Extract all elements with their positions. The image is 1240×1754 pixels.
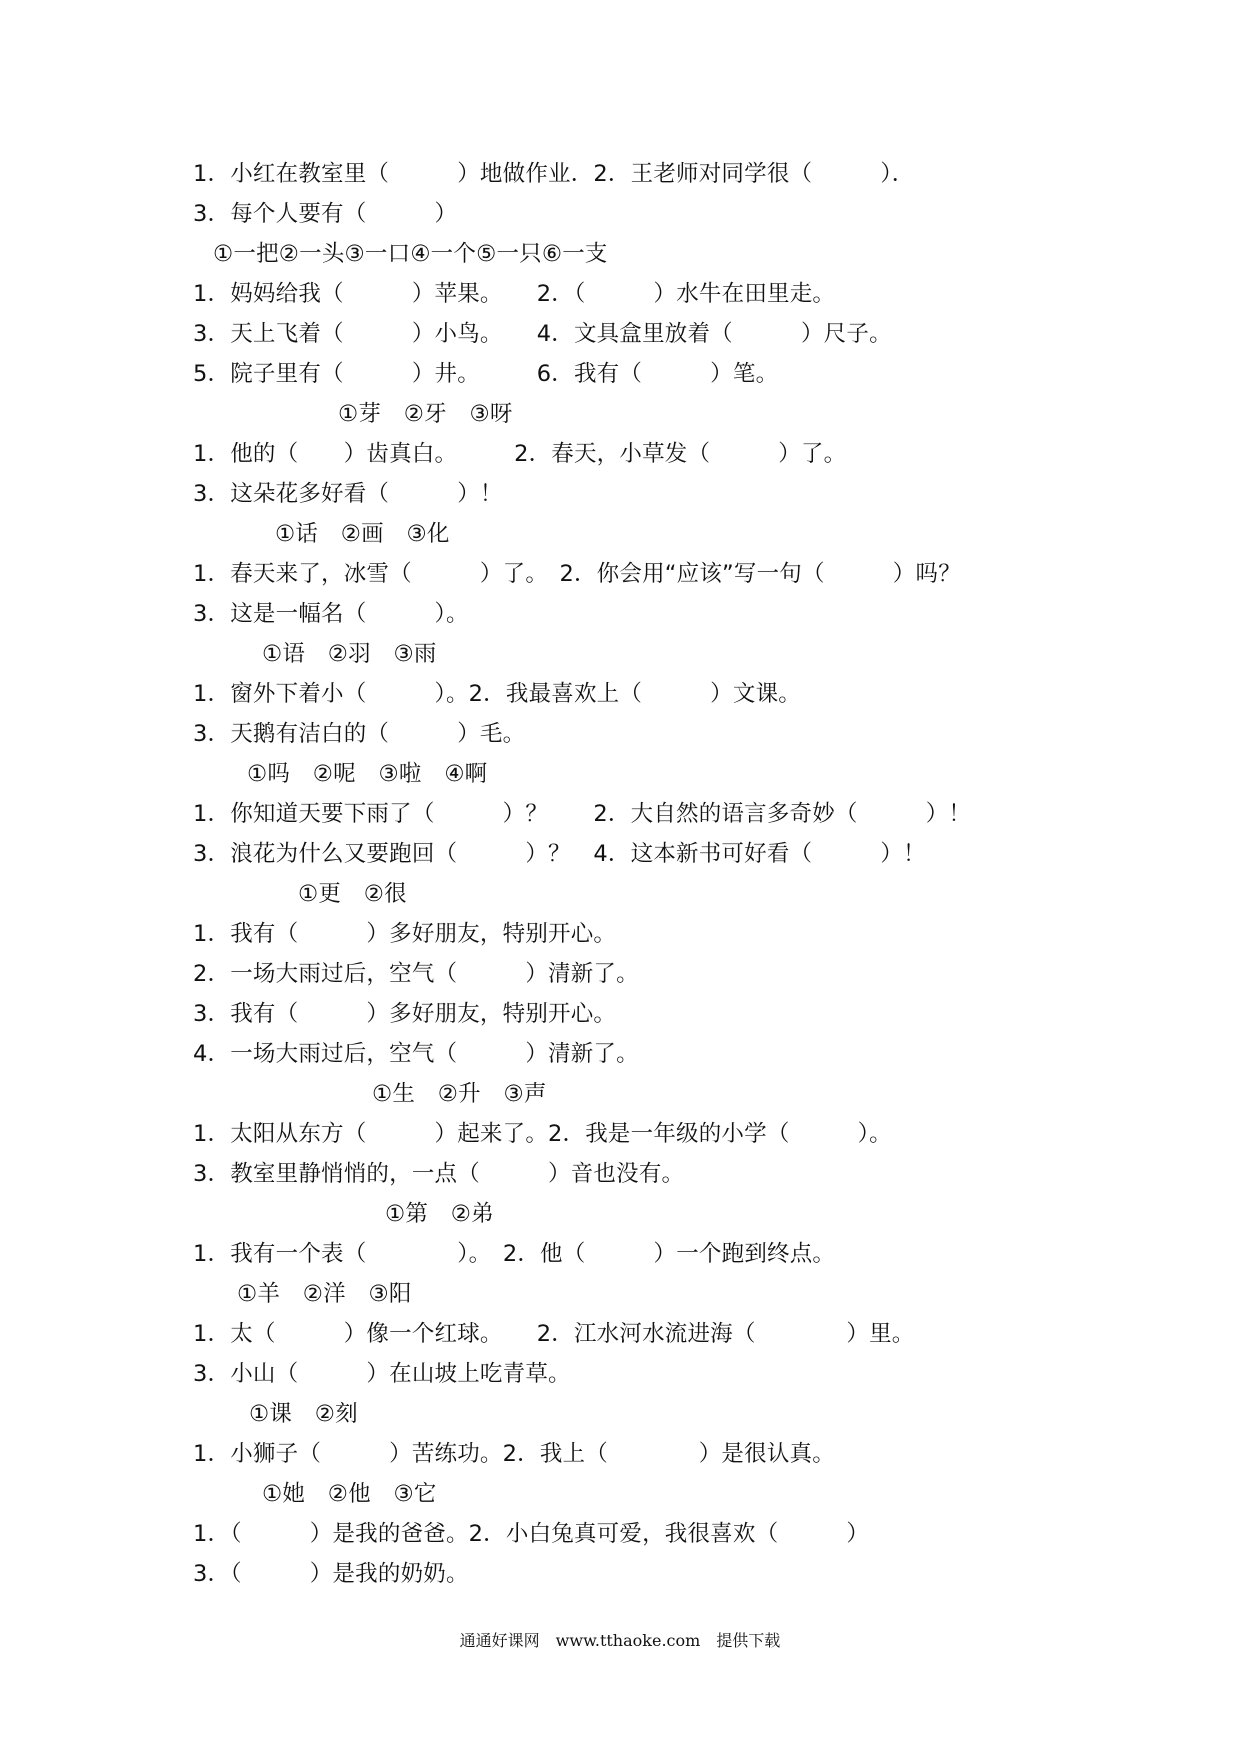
options-line: ①芽 ②牙 ③呀: [338, 401, 513, 427]
options-line: ①吗 ②呢 ③啦 ④啊: [247, 761, 488, 787]
options-line: ①语 ②羽 ③雨: [262, 641, 437, 667]
options-line: ①她 ②他 ③它: [262, 1481, 437, 1507]
exercise-line: 1．妈妈给我（ ）苹果。 2．（ ）水牛在田里走。: [193, 281, 836, 307]
exercise-line: 3．天上飞着（ ）小鸟。 4．文具盒里放着（ ）尺子。: [193, 321, 892, 347]
exercise-line: 3．（ ）是我的奶奶。: [193, 1561, 469, 1587]
exercise-line: 1．我有一个表（ ）。 2．他（ ）一个跑到终点。: [193, 1241, 836, 1267]
exercise-line: 3．我有（ ）多好朋友，特别开心。: [193, 1001, 617, 1027]
exercise-line: 5．院子里有（ ）井。 6．我有（ ）笔。: [193, 361, 779, 387]
exercise-line: 1．你知道天要下雨了（ ）？ 2．大自然的语言多奇妙（ ）！: [193, 801, 972, 827]
options-line: ①一把②一头③一口④一个⑤一只⑥一支: [213, 241, 608, 267]
exercise-line: 4．一场大雨过后，空气（ ）清新了。: [193, 1041, 639, 1067]
exercise-line: 3．这朵花多好看（ ）！: [193, 481, 503, 507]
exercise-line: 1．太阳从东方（ ）起来了。2．我是一年级的小学（ ）。: [193, 1121, 892, 1147]
exercise-line: 3．每个人要有（ ）: [193, 201, 458, 227]
options-line: ①更 ②很: [298, 881, 407, 907]
options-line: ①话 ②画 ③化: [275, 521, 450, 547]
exercise-line: 3．小山（ ）在山坡上吃青草。: [193, 1361, 571, 1387]
exercise-line: 1．他的（ ）齿真白。 2．春天，小草发（ ）了。: [193, 441, 847, 467]
page-footer: 通通好课网 www.tthaoke.com 提供下载: [459, 1631, 781, 1650]
exercise-line: 3．这是一幅名（ ）。: [193, 601, 469, 627]
exercise-line: 3．天鹅有洁白的（ ）毛。: [193, 721, 526, 747]
options-line: ①羊 ②洋 ③阳: [237, 1281, 412, 1307]
exercise-line: 1．小狮子（ ）苦练功。2．我上（ ）是很认真。: [193, 1441, 835, 1467]
exercise-line: 1．我有（ ）多好朋友，特别开心。: [193, 921, 617, 947]
options-line: ①生 ②升 ③声: [372, 1081, 547, 1107]
options-line: ①课 ②刻: [249, 1401, 358, 1427]
exercise-line: 1．小红在教室里（ ）地做作业．2．王老师对同学很（ ）．: [193, 161, 915, 187]
exercise-line: 3．教室里静悄悄的，一点（ ）音也没有。: [193, 1161, 685, 1187]
exercise-line: 1．春天来了，冰雪（ ）了。 2．你会用“应该”写一句（ ）吗？: [193, 561, 961, 587]
exercise-line: 1．窗外下着小（ ）。2．我最喜欢上（ ）文课。: [193, 681, 801, 707]
exercise-line: 3．浪花为什么又要跑回（ ）？ 4．这本新书可好看（ ）！: [193, 841, 926, 867]
exercise-line: 1．太（ ）像一个红球。 2．江水河水流进海（ ）里。: [193, 1321, 915, 1347]
exercise-line: 2．一场大雨过后，空气（ ）清新了。: [193, 961, 639, 987]
options-line: ①第 ②弟: [385, 1201, 494, 1227]
exercise-line: 1．（ ）是我的爸爸。2．小白兔真可爱，我很喜欢（ ）: [193, 1521, 870, 1547]
